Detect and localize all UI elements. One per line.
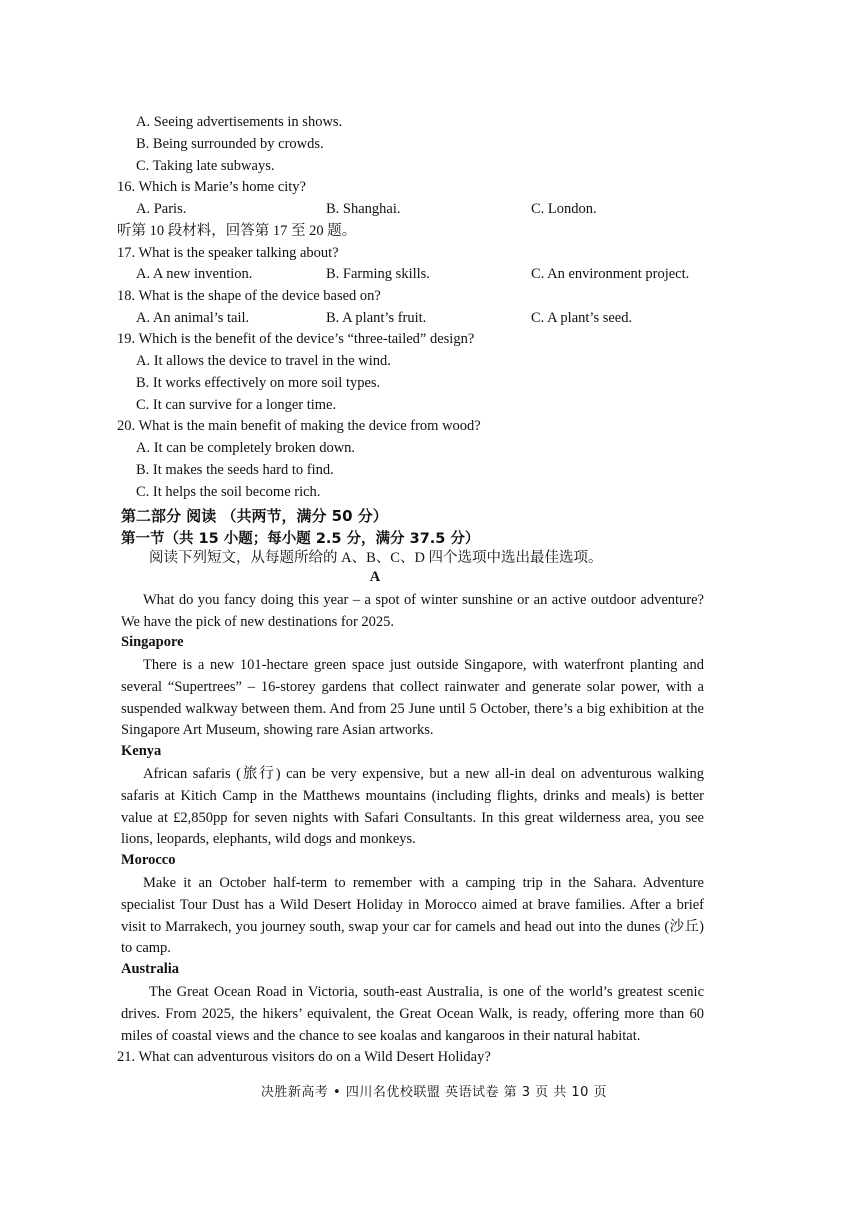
- q18-stem: 18. What is the shape of the device based on?: [117, 288, 381, 304]
- q19-option-b: B. It works effectively on more soil types.: [136, 375, 381, 391]
- listening-instruction: 听第 10 段材料，回答第 17 至 20 题。: [117, 223, 357, 239]
- q21-stem: 21. What can adventurous visitors do on a Wild Desert Holiday?: [117, 1049, 491, 1065]
- q19-option-a: A. It allows the device to travel in the wind.: [136, 353, 391, 369]
- q16-option-b: B. Shanghai.: [326, 201, 401, 217]
- q20-option-c: C. It helps the soil become rich.: [136, 484, 321, 500]
- q17-option-a: A. A new invention.: [136, 266, 253, 282]
- q16-option-c: C. London.: [531, 201, 597, 217]
- section-title-singapore: Singapore: [121, 634, 184, 650]
- passage-intro: What do you fancy doing this year – a spot of winter sunshine or an active outdoor adventure? We have the pick of new destinations for 2025.: [121, 592, 704, 630]
- q19-option-c: C. It can survive for a longer time.: [136, 397, 337, 413]
- section-text-morocco: Make it an October half-term to remember with a camping trip in the Sahara. Adventure specialist Tour Dust has a Wild Desert Holiday in Morocco aimed at brave families. After a brief visit to Marrakech, you journey south, swap your car for camels and head out into the dunes (沙丘) to camp.: [121, 875, 704, 957]
- q17-option-c: C. An environment project.: [531, 266, 690, 282]
- q18-option-b: B. A plant’s fruit.: [326, 310, 427, 326]
- section-title-morocco: Morocco: [121, 852, 176, 868]
- q17-option-b: B. Farming skills.: [326, 266, 430, 282]
- part2-heading: 第二部分 阅读 （共两节，满分 50 分）: [121, 507, 388, 525]
- section-title-kenya: Kenya: [121, 743, 162, 759]
- section-text-kenya: African safaris (旅行) can be very expensive, but a new all-in deal on adventurous walking safaris at Kitich Camp in the Matthews mountains (including flights, drinks and meals) is better value at £2,850pp for seven nights with Safari Consultants. In this great wilderness area, you see lions, leopards, elephants, wild dogs and monkeys.: [121, 766, 704, 848]
- q20-option-b: B. It makes the seeds hard to find.: [136, 462, 334, 478]
- q20-stem: 20. What is the main benefit of making the device from wood?: [117, 418, 481, 434]
- passage-letter: A: [369, 569, 381, 585]
- q18-option-a: A. An animal’s tail.: [136, 310, 250, 326]
- page-footer: 决胜新高考 • 四川名优校联盟 英语试卷 第 3 页 共 10 页: [260, 1085, 608, 1100]
- q16-stem: 16. Which is Marie’s home city?: [117, 179, 306, 195]
- q17-stem: 17. What is the speaker talking about?: [117, 245, 339, 261]
- q16-option-a: A. Paris.: [136, 201, 187, 217]
- section-title-australia: Australia: [121, 961, 179, 977]
- q18-option-c: C. A plant’s seed.: [531, 310, 633, 326]
- q19-stem: 19. Which is the benefit of the device’s “three-tailed” design?: [117, 331, 475, 347]
- q20-option-a: A. It can be completely broken down.: [136, 440, 356, 456]
- section1-heading: 第一节（共 15 小题；每小题 2.5 分，满分 37.5 分）: [121, 531, 480, 547]
- q15-option-a: A. Seeing advertisements in shows.: [136, 114, 343, 130]
- reading-instructions: 阅读下列短文，从每题所给的 A、B、C、D 四个选项中选出最佳选项。: [149, 550, 603, 566]
- section-text-australia: The Great Ocean Road in Victoria, south-east Australia, is one of the world’s greatest scenic drives. From 2025, the hikers’ equivalent, the Great Ocean Walk, is ready, offering more than 60 miles of coastal views and the chance to see koalas and kangaroos in their natural habitat.: [121, 984, 704, 1044]
- section-text-singapore: There is a new 101-hectare green space just outside Singapore, with waterfront planting and several “Supertrees” – 16-storey gardens that collect rainwater and generate solar power, with a suspended walkway between them. And from 25 June until 5 October, there’s a big exhibition at the Singapore Art Museum, showing rare Asian artworks.: [121, 657, 704, 739]
- q15-option-c: C. Taking late subways.: [136, 158, 275, 174]
- q15-option-b: B. Being surrounded by crowds.: [136, 136, 324, 152]
